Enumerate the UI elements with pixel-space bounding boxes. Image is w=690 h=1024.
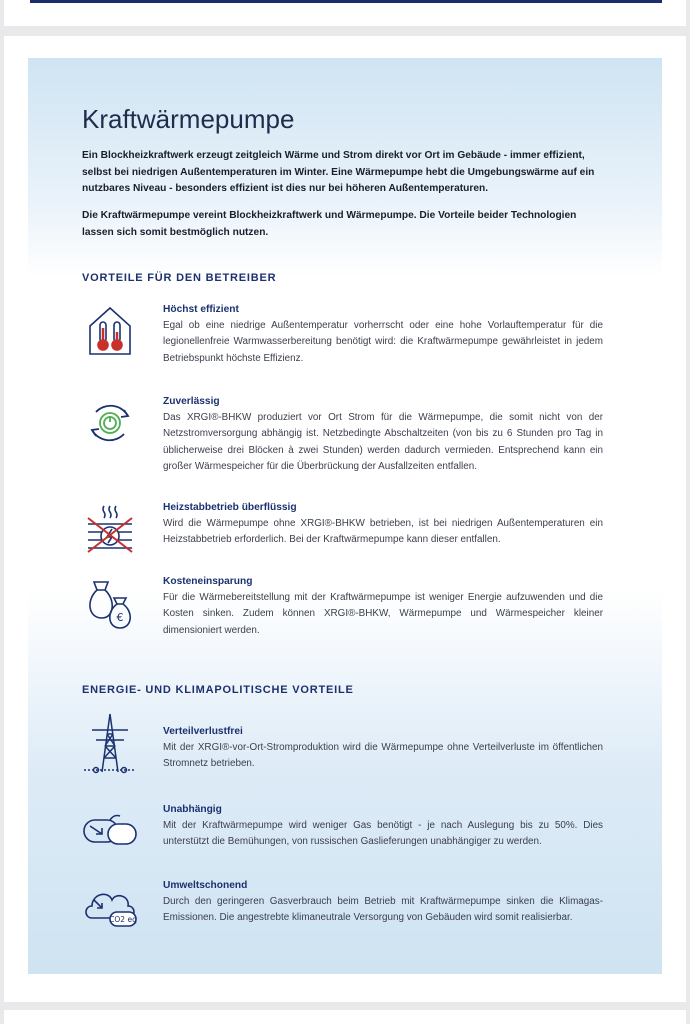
benefit-body: Egal ob eine niedrige Außentemperatur vorherrscht oder eine hohe Vorlauftemperatur für die legionellenfreie Warmwasserbereitung benötigt wird: die Kraftwärmepumpe gewährleistet in jedem Betriebspunkt höchste Effizienz. xyxy=(163,320,603,364)
benefit-body: Mit der XRGI®-vor-Ort-Stromproduktion wird die Wärmepumpe ohne Verteilverluste im öffentlichen Stromnetz betrieben. xyxy=(163,742,603,770)
section-heading-climate: ENERGIE- UND KLIMAPOLITISCHE VORTEILE xyxy=(82,684,354,696)
co2-cloud-icon xyxy=(82,878,138,934)
intro-paragraph-1: Ein Blockheizkraftwerk erzeugt zeitgleich Wärme und Strom direkt vor Ort im Gebäude - immer effizient, selbst bei niedrigen Außentemperaturen im Winter. Eine Wärmepumpe hebt die Umgebungswärme auf ein nutzbares Niveau - besonders effizient ist dies nur bei höheren Außentemperaturen. xyxy=(82,150,595,194)
power-pylon-icon xyxy=(82,710,138,780)
intro-paragraph-2: Die Kraftwärmepumpe vereint Blockheizkraftwerk und Wärmepumpe. Die Vorteile beider Technologien lassen sich somit bestmöglich nutzen. xyxy=(82,210,577,238)
co2-label: CO2 eq xyxy=(109,915,137,924)
benefit-body: Durch den geringeren Gasverbrauch beim Betrieb mit Kraftwärmepumpe sinken die Klimagas-Emissionen. Die angestrebte klimaneutrale Versorgung von Gebäuden wird somit realisierbar. xyxy=(163,896,603,924)
power-cycle-icon xyxy=(82,394,138,450)
previous-page xyxy=(4,0,686,26)
page-title: Kraftwärmepumpe xyxy=(82,104,295,134)
benefit-title: Kosteneinsparung xyxy=(163,576,253,587)
section-heading-operator: VORTEILE FÜR DEN BETREIBER xyxy=(82,272,277,284)
benefit-text xyxy=(163,394,603,475)
benefit-text xyxy=(163,500,603,549)
benefit-title: Höchst effizient xyxy=(163,304,239,315)
benefit-text xyxy=(163,724,603,773)
money-bags-icon xyxy=(82,574,138,630)
content-panel xyxy=(28,58,662,974)
benefit-body: Mit der Kraftwärmepumpe wird weniger Gas benötigt - je nach Auslegung bis zu 50%. Dies unterstützt die Bemühungen, von russischen Gaslieferungen unabhängiger zu werden. xyxy=(163,820,603,848)
page-rule xyxy=(30,0,662,3)
benefit-body: Wird die Wärmepumpe ohne XRGI®-BHKW betrieben, ist bei niedrigen Außentemperaturen ein Heizstabbetrieb erforderlich. Bei der Kraftwärmepumpe kann dieser entfallen. xyxy=(163,518,603,546)
svg-text:€: € xyxy=(116,611,124,624)
benefit-title: Unabhängig xyxy=(163,804,222,815)
gas-tanks-icon xyxy=(82,802,138,858)
house-thermometer-icon xyxy=(82,302,138,358)
benefit-body: Das XRGI®-BHKW produziert vor Ort Strom für die Wärmepumpe, die somit nicht von der Netzstromversorgung abhängig ist. Netzbedingte Abschaltzeiten (von bis zu 6 Stunden pro Tag in üblicherweise drei Blöcken à zwei Stunden) werden dadurch vermieden. Entsprechend kann ein großer Wärmespeicher für die Überbrückung der Ausfallzeiten entfallen. xyxy=(163,412,603,472)
benefit-title: Zuverlässig xyxy=(163,396,220,407)
benefit-title: Umweltschonend xyxy=(163,880,248,891)
next-page xyxy=(4,1010,686,1024)
benefit-title: Heizstabbetrieb überflüssig xyxy=(163,502,297,513)
benefit-text xyxy=(163,878,603,927)
benefit-body: Für die Wärmebereitstellung mit der Kraftwärmepumpe ist weniger Energie aufzuwenden und die Kosten sinken. Zudem können XRGI®-BHKW, Wärmepumpe und Wärmespeicher kleiner dimensioniert werden. xyxy=(163,592,603,636)
document-page xyxy=(4,36,686,1002)
benefit-text xyxy=(163,802,603,851)
benefit-text xyxy=(163,574,603,639)
benefit-text xyxy=(163,302,603,367)
benefit-title: Verteilverlustfrei xyxy=(163,726,243,737)
heating-rod-crossed-icon xyxy=(82,500,138,556)
